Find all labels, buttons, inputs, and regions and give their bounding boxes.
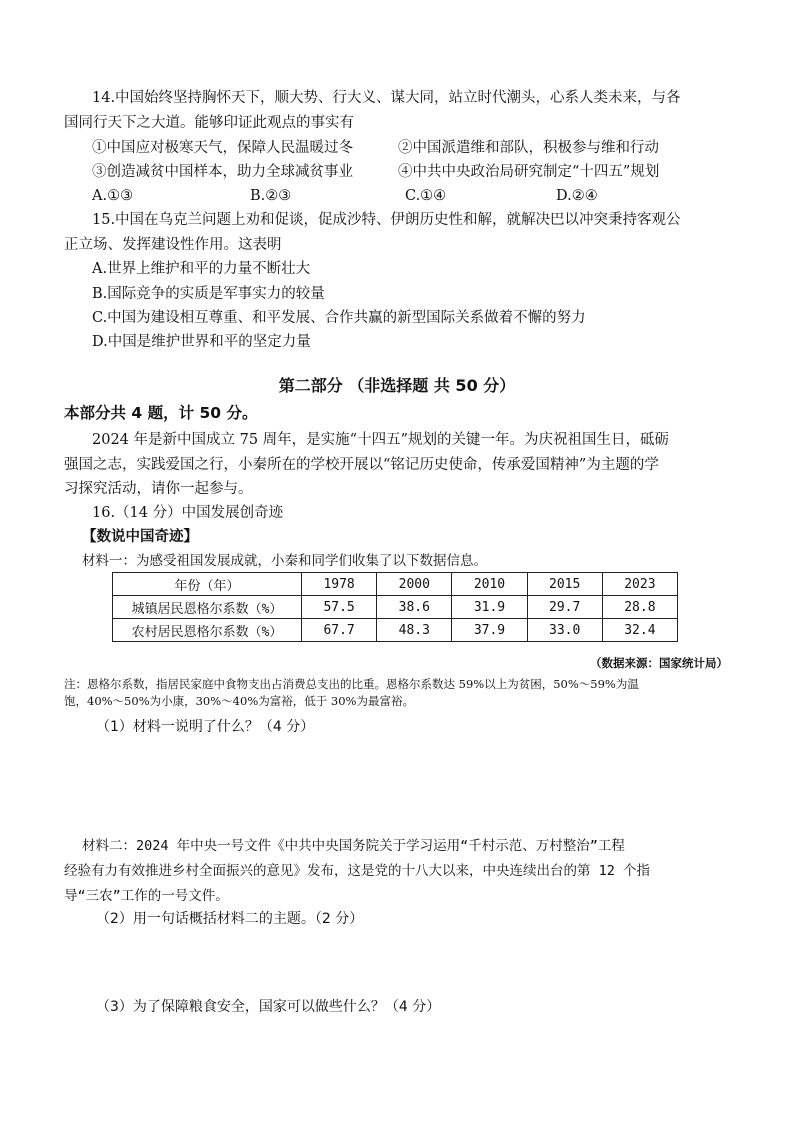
table-row xyxy=(113,619,678,642)
table-row xyxy=(113,596,678,619)
q14-option-2: ②中国派遣维和部队，积极参与维和行动 xyxy=(398,140,659,156)
q15-choice-c: C.中国为建设相互尊重、和平发展、合作共赢的新型国际关系做着不懈的努力 xyxy=(92,310,586,326)
table-cell: 28.8 xyxy=(602,596,677,619)
table-header-cell: 2015 xyxy=(527,573,602,596)
q14-stem-line1: 14.中国始终坚持胸怀天下，顺大势、行大义、谋大同，站立时代潮头，心系人类未来，与各 xyxy=(92,90,681,106)
q14-choice-c: C.①④ xyxy=(405,188,447,204)
q16-sub3: （3）为了保障粮食安全，国家可以做些什么？（4 分） xyxy=(96,999,441,1015)
table-cell: 城镇居民恩格尔系数（%） xyxy=(113,596,302,619)
q16-material2-line3: 导“三农”工作的一号文件。 xyxy=(64,888,229,904)
q15-choice-b: B.国际竞争的实质是军事实力的较量 xyxy=(92,286,325,302)
engel-note-line2: 饱，40%～50%为小康，30%～40%为富裕，低于 30%为最富裕。 xyxy=(64,694,414,708)
table-cell: 57.5 xyxy=(302,596,377,619)
data-source-note: （数据来源：国家统计局） xyxy=(590,656,728,670)
table-cell: 38.6 xyxy=(377,596,452,619)
q16-sub2: （2）用一句话概括材料二的主题。（2 分） xyxy=(96,911,364,927)
q14-stem-line2: 国同行天下之大道。能够印证此观点的事实有 xyxy=(64,115,354,131)
q16-material2-line1: 材料二：2024 年中央一号文件《中共中央国务院关于学习运用“千村示范、万村整治”工程 xyxy=(82,838,625,854)
table-header-cell: 1978 xyxy=(302,573,377,596)
table-header-cell: 年份（年） xyxy=(113,573,302,596)
part2-summary: 本部分共 4 题，计 50 分。 xyxy=(64,404,258,422)
part2-intro-line3: 习探究活动，请你一起参与。 xyxy=(64,481,253,497)
table-cell: 31.9 xyxy=(452,596,527,619)
table-header-row xyxy=(113,573,678,596)
table-cell: 67.7 xyxy=(302,619,377,642)
q15-choice-d: D.中国是维护世界和平的坚定力量 xyxy=(92,334,311,350)
q15-choice-a: A.世界上维护和平的力量不断壮大 xyxy=(92,261,311,277)
engel-coefficient-table xyxy=(112,572,678,642)
q16-material2-line2: 经验有力有效推进乡村全面振兴的意见》发布，这是党的十八大以来，中央连续出台的第 12 个指 xyxy=(64,863,651,879)
engel-note-line1: 注：恩格尔系数，指居民家庭中食物支出占消费总支出的比重。恩格尔系数达 59%以上为贫困，50%～59%为温 xyxy=(64,677,639,691)
q14-option-1: ①中国应对极寒天气，保障人民温暖过冬 xyxy=(92,140,353,156)
q16-section-title: 【数说中国奇迹】 xyxy=(82,528,198,545)
part2-intro-line2: 强国之志，实践爱国之行，小秦所在的学校开展以“铭记历史使命，传承爱国精神”为主题的学 xyxy=(64,457,659,473)
table-header-cell: 2023 xyxy=(602,573,677,596)
q14-choice-b: B.②③ xyxy=(250,188,292,204)
q14-choice-d: D.②④ xyxy=(556,188,598,204)
table-header-cell: 2010 xyxy=(452,573,527,596)
table-cell: 29.7 xyxy=(527,596,602,619)
q16-sub1: （1）材料一说明了什么？（4 分） xyxy=(96,719,315,735)
q16-title: 16.（14 分）中国发展创奇迹 xyxy=(92,505,284,521)
part2-intro-line1: 2024 年是新中国成立 75 周年，是实施“十四五”规划的关键一年。为庆祝祖国生日，砥砺 xyxy=(92,432,670,448)
table-cell: 33.0 xyxy=(527,619,602,642)
table-cell: 48.3 xyxy=(377,619,452,642)
q14-option-4: ④中共中央政治局研究制定“十四五”规划 xyxy=(398,164,660,180)
q15-stem-line2: 正立场、发挥建设性作用。这表明 xyxy=(64,237,282,253)
q15-stem-line1: 15.中国在乌克兰问题上劝和促谈，促成沙特、伊朗历史性和解，就解决巴以冲突秉持客观公 xyxy=(92,212,681,228)
table-cell: 农村居民恩格尔系数（%） xyxy=(113,619,302,642)
table-cell: 37.9 xyxy=(452,619,527,642)
table-header-cell: 2000 xyxy=(377,573,452,596)
q14-option-3: ③创造减贫中国样本，助力全球减贫事业 xyxy=(92,164,353,180)
table-cell: 32.4 xyxy=(602,619,677,642)
q14-choice-a: A.①③ xyxy=(92,188,134,204)
part2-heading: 第二部分 （非选择题 共 50 分） xyxy=(278,376,516,395)
q16-material1: 材料一：为感受祖国发展成就，小秦和同学们收集了以下数据信息。 xyxy=(82,553,487,569)
